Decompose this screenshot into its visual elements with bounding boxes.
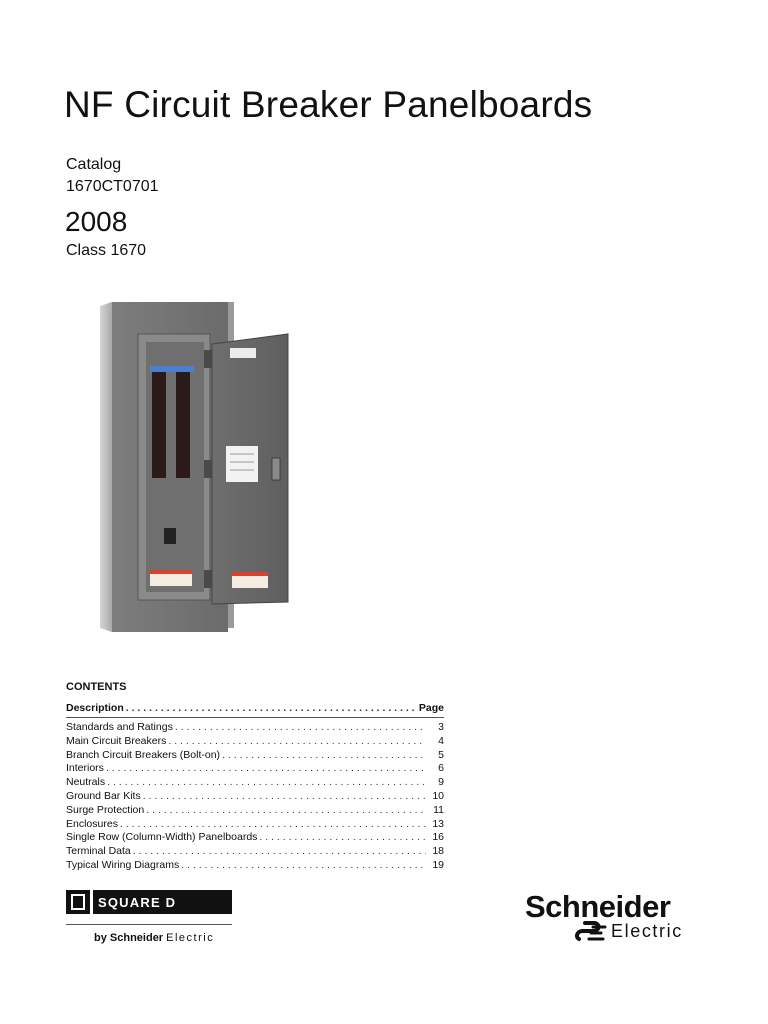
toc-entry — [66, 790, 444, 804]
table-of-contents — [66, 681, 444, 873]
leader-dots — [175, 721, 426, 733]
leader-dots — [106, 762, 426, 774]
leader-dots — [107, 776, 426, 788]
toc-entry-page: 9 — [438, 776, 444, 789]
toc-entry-page: 16 — [432, 831, 444, 844]
toc-entry-page: 4 — [438, 734, 444, 747]
toc-entry-page: 11 — [433, 803, 444, 816]
toc-entry-page: 13 — [432, 817, 444, 830]
leader-dots — [222, 749, 426, 761]
toc-entry — [66, 831, 444, 845]
by-word: by — [94, 932, 107, 944]
toc-entry — [66, 804, 444, 818]
toc-entry-label: Typical Wiring Diagrams — [66, 858, 180, 871]
toc-entry-label: Surge Protection — [66, 803, 145, 816]
toc-entry-label: Enclosures — [66, 817, 118, 830]
leader-dots — [259, 831, 426, 843]
toc-entry — [66, 721, 444, 735]
toc-entry-label: Neutrals — [66, 776, 106, 789]
leader-dots — [133, 845, 426, 857]
leader-dots — [120, 818, 426, 830]
toc-entry-label: Interiors — [66, 762, 104, 775]
toc-entry — [66, 818, 444, 832]
leader-dots — [146, 804, 426, 816]
contents-heading: CONTENTS — [66, 681, 127, 693]
toc-entry-label: Terminal Data — [66, 845, 131, 858]
schneider-electric-logo — [525, 889, 707, 945]
toc-entry-label: Branch Circuit Breakers (Bolt-on) — [66, 748, 221, 761]
square-d-logo — [66, 890, 232, 914]
square-d-wordmark: SQUARE D — [98, 895, 177, 910]
toc-entry-label: Ground Bar Kits — [66, 789, 141, 802]
leader-dots — [168, 735, 426, 747]
document-title: NF Circuit Breaker Panelboards — [64, 84, 593, 125]
by-electric-word: Electric — [166, 932, 215, 944]
by-schneider-word: Schneider — [109, 932, 164, 944]
class-label: Class 1670 — [66, 242, 147, 259]
contents-header-row — [66, 702, 444, 718]
toc-entry-page: 3 — [438, 721, 444, 733]
leader-dots — [143, 790, 426, 802]
toc-entry — [66, 735, 444, 749]
toc-entry — [66, 749, 444, 763]
toc-entry — [66, 845, 444, 859]
toc-entry-label: Single Row (Column-Width) Panelboards — [66, 831, 258, 844]
electric-wordmark: Electric — [611, 921, 683, 941]
toc-entry-page: 6 — [438, 762, 444, 775]
leader-dots — [181, 859, 426, 871]
toc-entry-page: 10 — [432, 789, 444, 802]
description-column-header: Description — [66, 702, 124, 714]
leader-dots — [126, 702, 415, 714]
catalog-label: Catalog — [66, 156, 122, 173]
toc-entry-page: 5 — [438, 748, 444, 761]
catalog-number: 1670CT0701 — [66, 178, 159, 195]
panelboard-illustration — [94, 298, 294, 638]
toc-entry-page: 18 — [432, 845, 444, 858]
toc-entry — [66, 776, 444, 790]
toc-entry-label: Main Circuit Breakers — [66, 734, 167, 747]
toc-entry — [66, 859, 444, 873]
toc-entry — [66, 762, 444, 776]
page-column-header: Page — [418, 702, 444, 714]
schneider-se-mark-icon — [573, 919, 609, 943]
catalog-year: 2008 — [65, 206, 128, 237]
by-schneider-electric — [94, 932, 214, 944]
logo-divider — [66, 924, 232, 925]
toc-entry-page: 19 — [432, 858, 444, 871]
toc-entry-label: Standards and Ratings — [66, 721, 173, 733]
schneider-wordmark: Schneider — [525, 889, 671, 924]
